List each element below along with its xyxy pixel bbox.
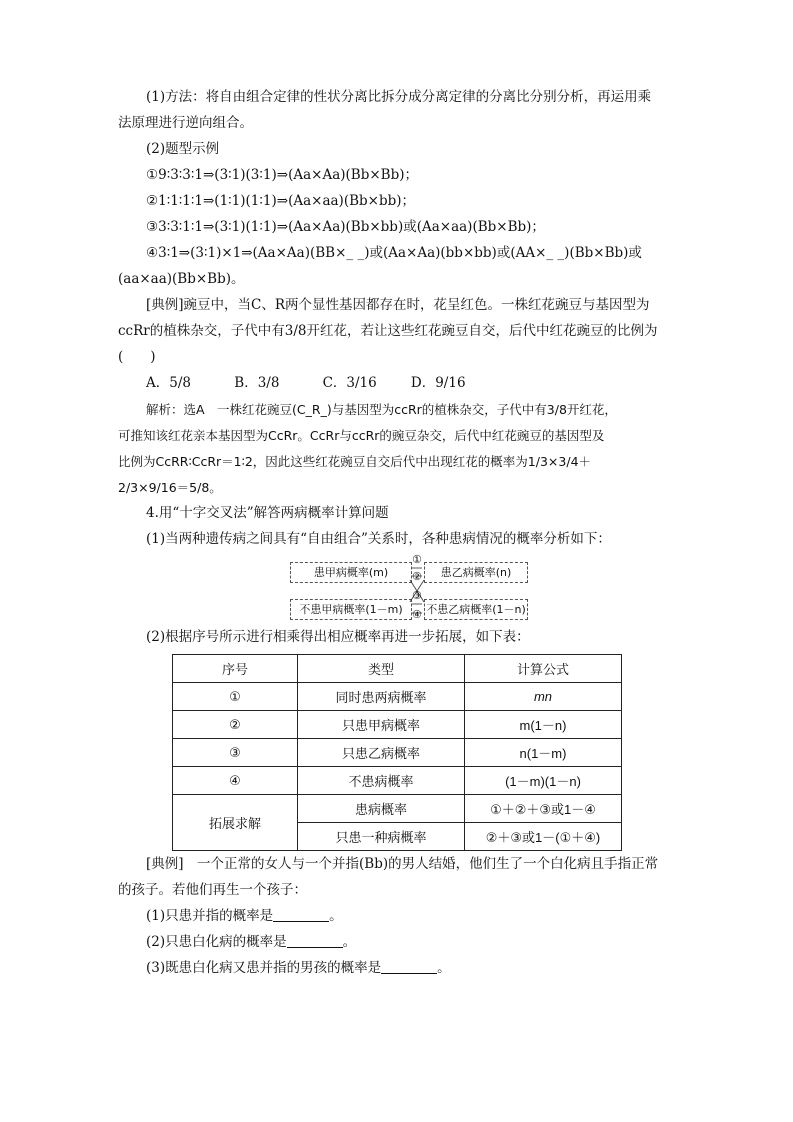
cross-arrows (118, 556, 678, 618)
ext-formula: ②＋③或1－(①＋④) (465, 823, 622, 851)
row-formula: n(1－m) (465, 739, 622, 767)
label-4: ④ (412, 608, 422, 621)
cross-diagram (118, 553, 678, 621)
row-formula: (1－m)(1－n) (465, 767, 622, 795)
example2-sub2 (118, 933, 678, 952)
example1-question-line2: ccRr的植株杂交，子代中有3/8开红花，若让这些红花豌豆自交，后代中红花豌豆的比例为 (118, 323, 658, 339)
box-no-jia-prob: 不患甲病概率(1－m) (290, 599, 412, 620)
row-type: 同时患两病概率 (298, 683, 465, 711)
page-content (118, 88, 678, 985)
section4-para1: (1)当两种遗传病之间具有“自由组合”关系时，各种患病情况的概率分析如下： (146, 531, 611, 547)
example-ratio-2: ②1∶1∶1∶1⇒(1∶1)(1∶1)⇒(Aa×aa)(Bb×bb)； (146, 193, 416, 209)
sub1-end: 。 (329, 908, 343, 924)
extension-label: 拓展求解 (173, 795, 298, 851)
label-3: ③ (412, 589, 422, 602)
example2-sub3 (118, 959, 678, 978)
option-d: D．9/16 (410, 375, 466, 391)
method-line-cont: 法原理进行逆向组合。 (118, 115, 253, 131)
sub3-end: 。 (437, 960, 451, 976)
table-header-row (173, 655, 622, 683)
example2-sub1 (118, 907, 678, 926)
table-row (173, 683, 622, 711)
row-formula: mn (465, 683, 622, 711)
row-formula: m(1－n) (465, 711, 622, 739)
section4-title: 4.用“十字交叉法”解答两病概率计算问题 (146, 505, 389, 521)
example2-question-line2: 的孩子。若他们再生一个孩子： (118, 882, 307, 898)
table-row-extension (173, 795, 622, 823)
example1-solution-line3: 比例为CcRR∶CcRr＝1∶2，因此这些红花豌豆自交后代中出现红花的概率为1/3×3/4＋ (118, 454, 592, 469)
box-jia-prob: 患甲病概率(m) (290, 562, 412, 583)
sub1-text: (1)只患并指的概率是 (146, 908, 274, 924)
answer-blank (287, 933, 343, 948)
header-formula: 计算公式 (465, 655, 622, 683)
sub3-text: (3)既患白化病又患并指的男孩的概率是 (146, 960, 382, 976)
box-yi-prob: 患乙病概率(n) (424, 562, 528, 583)
row-index: ③ (173, 739, 298, 767)
answer-blank (381, 959, 437, 974)
example-ratio-1: ①9∶3∶3∶1⇒(3∶1)(3∶1)⇒(Aa×Aa)(Bb×Bb)； (146, 167, 418, 183)
example1-question-line1: [典例]豌豆中，当C、R两个显性基因都存在时，花呈红色。一株红花豌豆与基因型为 (146, 297, 650, 313)
row-type: 只患乙病概率 (298, 739, 465, 767)
option-a: A．5/8 (146, 375, 191, 391)
row-type: 只患甲病概率 (298, 711, 465, 739)
ext-type: 患病概率 (298, 795, 465, 823)
example-ratio-4: ④3∶1⇒(3∶1)×1⇒(Aa×Aa)(BB×_ _)或(Aa×Aa)(bb×bb)或(AA×_ _)(Bb×Bb)或 (146, 245, 642, 261)
ext-formula: ①＋②＋③或1－④ (465, 795, 622, 823)
example-ratio-3: ③3∶3∶1∶1⇒(3∶1)(1∶1)⇒(Aa×Aa)(Bb×bb)或(Aa×aa)(Bb×Bb)； (146, 219, 545, 235)
row-index: ① (173, 683, 298, 711)
label-1: ① (412, 553, 422, 566)
probability-table (172, 654, 622, 851)
header-type: 类型 (298, 655, 465, 683)
option-b: B．3/8 (234, 375, 280, 391)
row-index: ② (173, 711, 298, 739)
method-line: (1)方法：将自由组合定律的性状分离比拆分成分离定律的分离比分别分析，再运用乘 (146, 89, 652, 105)
row-type: 不患病概率 (298, 767, 465, 795)
table-row (173, 767, 622, 795)
answer-blank (273, 907, 329, 922)
table-row (173, 711, 622, 739)
example2-question-line1: [典例] 一个正常的女人与一个并指(Bb)的男人结婚，他们生了一个白化病且手指正常 (146, 856, 659, 872)
example1-options (118, 374, 678, 393)
example-ratio-4-cont: (aa×aa)(Bb×Bb)。 (118, 271, 245, 287)
sub2-end: 。 (342, 934, 357, 950)
ext-type: 只患一种病概率 (298, 823, 465, 851)
label-2: ② (412, 570, 422, 583)
box-no-yi-prob: 不患乙病概率(1－n) (424, 599, 528, 620)
table-row (173, 739, 622, 767)
section4-para2: (2)根据序号所示进行相乘得出相应概率再进一步拓展，如下表： (146, 629, 530, 645)
example1-solution-line4: 2/3×9/16＝5/8。 (118, 480, 222, 495)
example1-solution-line1: 解析：选A 一株红花豌豆(C_R_)与基因型为ccRr的植株杂交，子代中有3/8开红花， (146, 402, 617, 417)
example1-solution-line2: 可推知该红花亲本基因型为CcRr。CcRr与ccRr的豌豆杂交，后代中红花豌豆的基因型及 (118, 428, 605, 443)
row-index: ④ (173, 767, 298, 795)
sub2-text: (2)只患白化病的概率是 (146, 934, 287, 950)
header-index: 序号 (173, 655, 298, 683)
option-c: C．3/16 (322, 375, 377, 391)
example1-answer-paren: ( ) (118, 349, 156, 365)
examples-title: (2)题型示例 (146, 141, 220, 157)
